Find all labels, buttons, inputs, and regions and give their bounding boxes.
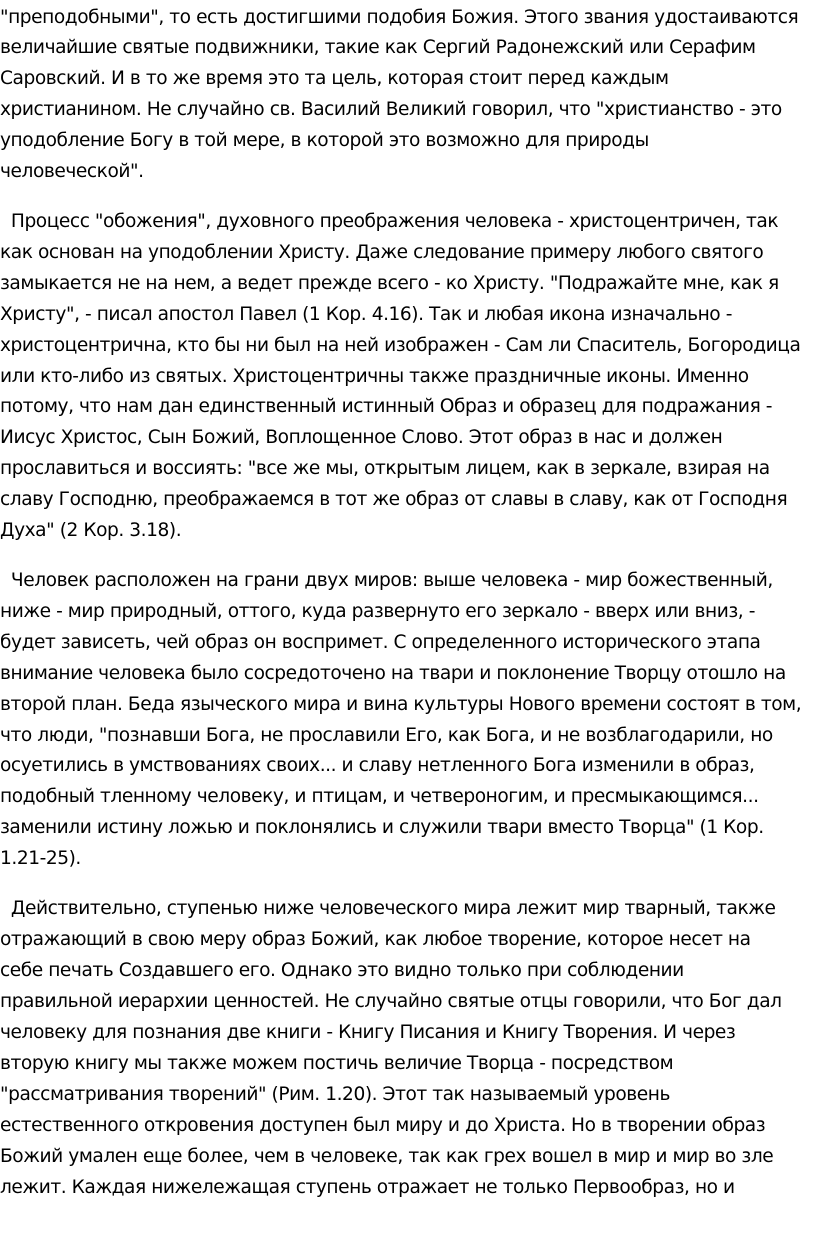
text-line: Иисус Христос, Сын Божий, Воплощенное Слово. Этот образ в нас и должен	[0, 427, 723, 448]
text-line: человеку для познания две книги - Книгу Писания и Книгу Творения. И через	[0, 1022, 736, 1043]
text-line: заменили истину ложью и поклонялись и служили твари вместо Творца" (1 Кор.	[0, 817, 764, 838]
text-line: что люди, "познавши Бога, не прославили Его, как Бога, и не возблагодарили, но	[0, 725, 773, 746]
text-line: внимание человека было сосредоточено на твари и поклонение Творцу отошло на	[0, 663, 786, 684]
text-line: потому, что нам дан единственный истинный Образ и образец для подражания -	[0, 396, 773, 417]
text-line: правильной иерархии ценностей. Не случайно святые отцы говорили, что Бог дал	[0, 991, 782, 1012]
text-line: "преподобными", то есть достигшими подобия Божия. Этого звания удостаиваются	[0, 7, 799, 28]
text-line: прославиться и воссиять: "все же мы, открытым лицем, как в зеркале, взирая на	[0, 458, 770, 479]
text-line: лежит. Каждая нижележащая ступень отражает не только Первообраз, но и	[0, 1177, 735, 1198]
text-line: славу Господню, преображаемся в тот же образ от славы в славу, как от Господня	[0, 489, 788, 510]
text-line: человеческой".	[0, 161, 144, 182]
text-line: ниже - мир природный, оттого, куда развернуто его зеркало - вверх или вниз, -	[0, 601, 755, 622]
text-line: Действительно, ступенью ниже человеческого мира лежит мир тварный, также	[0, 898, 776, 919]
text-line: отражающий в свою меру образ Божий, как любое творение, которое несет на	[0, 929, 751, 950]
text-line: подобный тленному человеку, и птицам, и четвероногим, и пресмыкающимся...	[0, 786, 759, 807]
text-line: вторую книгу мы также можем постичь величие Творца - посредством	[0, 1053, 674, 1074]
text-line: замыкается не на нем, а ведет прежде всего - ко Христу. "Подражайте мне, как я	[0, 273, 779, 294]
text-line: христианином. Не случайно св. Василий Великий говорил, что "христианство - это	[0, 99, 782, 120]
text-line: христоцентрична, кто бы ни был на ней изображен - Сам ли Спаситель, Богородица	[0, 335, 801, 356]
text-line: или кто-либо из святых. Христоцентричны также праздничные иконы. Именно	[0, 366, 749, 387]
text-line: будет зависеть, чей образ он воспримет. С определенного исторического этапа	[0, 632, 761, 653]
text-line: Процесс "обожения", духовного преображения человека - христоцентричен, так	[0, 211, 779, 232]
text-line: второй план. Беда языческого мира и вина культуры Нового времени состоят в том,	[0, 694, 802, 715]
text-line: как основан на уподоблении Христу. Даже следование примеру любого святого	[0, 242, 764, 263]
text-line: Саровский. И в то же время это та цель, которая стоит перед каждым	[0, 68, 669, 89]
text-line: величайшие святые подвижники, такие как Сергий Радонежский или Серафим	[0, 37, 756, 58]
text-line: естественного откровения доступен был миру и до Христа. Но в творении образ	[0, 1115, 766, 1136]
text-line: себе печать Создавшего его. Однако это видно только при соблюдении	[0, 960, 684, 981]
text-line: Человек расположен на грани двух миров: выше человека - мир божественный,	[0, 570, 773, 591]
text-line: уподобление Богу в той мере, в которой это возможно для природы	[0, 130, 649, 151]
text-line: 1.21-25).	[0, 848, 81, 869]
text-line: осуетились в умствованиях своих... и славу нетленного Бога изменили в образ,	[0, 755, 755, 776]
text-line: Христу", - писал апостол Павел (1 Кор. 4.16). Так и любая икона изначально -	[0, 304, 732, 325]
text-line: "рассматривания творений" (Рим. 1.20). Этот так называемый уровень	[0, 1084, 670, 1105]
text-line: Духа" (2 Кор. 3.18).	[0, 520, 182, 541]
text-line: Божий умален еще более, чем в человеке, так как грех вошел в мир и мир во зле	[0, 1146, 774, 1167]
